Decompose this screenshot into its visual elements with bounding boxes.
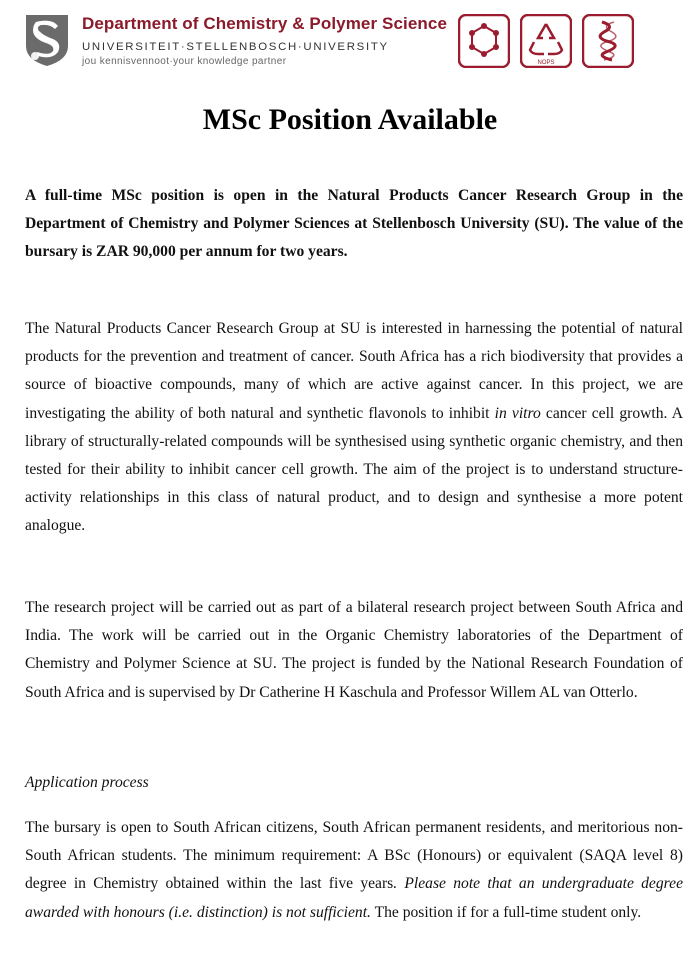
project-italic-term: in vitro <box>494 404 541 422</box>
application-heading: Application process <box>25 774 149 791</box>
university-tagline: jou kennisvennoot·your knowledge partner <box>82 56 287 67</box>
helix-icon <box>582 14 634 68</box>
application-paragraph <box>25 814 683 927</box>
project-text-start: The Natural Products Cancer Research Group at SU is interested in harnessing the potential of natural products for the prevention and treatment of cancer. South Africa has a rich biodiversity that provides a source of bioactive compounds, many of which are active against cancer. In this project, we are investigating the ability of both natural and synthetic flavonols to inhibit <box>25 320 683 422</box>
stellenbosch-shield-icon <box>22 12 72 68</box>
badge-caption: NOPS <box>537 60 555 66</box>
application-italic-note: . Please note that an undergraduate degree awarded with honours (i.e. distinction) is not sufficient. <box>25 875 683 921</box>
department-name: Department of Chemistry & Polymer Science <box>82 14 447 33</box>
project-text-end: cancer cell growth. A library of structurally-related compounds will be synthesised using synthetic organic chemistry, and then tested for their ability to inhibit cancer cell growth. The aim of the project is to understand structure-activity relationships in this class of natural product, and to design and synthesise a more potent analogue. <box>25 404 683 535</box>
university-name: UNIVERSITEIT·STELLENBOSCH·UNIVERSITY <box>82 41 389 53</box>
page-title: MSc Position Available <box>202 103 498 136</box>
project-paragraph <box>25 315 683 541</box>
application-text-start: The bursary is open to South African citizens, South African permanent residents, and meritorious non-South African students. The minimum requirement: A BSc (Honours) or equivalent (SAQA level 8) degree in Chemistry obtained within the last five years <box>25 819 683 893</box>
collaboration-paragraph: The research project will be carried out as part of a bilateral research project between South Africa and India. The work will be carried out in the Organic Chemistry laboratories of the Department of Chemistry and Polymer Science at SU. The project is funded by the National Research Foundation of South Africa and is supervised by Dr Catherine H Kaschula and Professor Willem AL van Otterlo. <box>25 599 683 701</box>
intro-paragraph: A full-time MSc position is open in the Natural Products Cancer Research Group in the Department of Chemistry and Polymer Sciences at Stellenbosch University (SU). The value of the bursary is ZAR 90,000 per annum for two years. <box>25 187 683 261</box>
application-text-end: The position if for a full-time student only. <box>370 903 642 921</box>
hexagon-molecule-icon <box>458 14 510 68</box>
letterhead <box>22 12 682 70</box>
recycle-polymer-icon <box>520 14 572 68</box>
